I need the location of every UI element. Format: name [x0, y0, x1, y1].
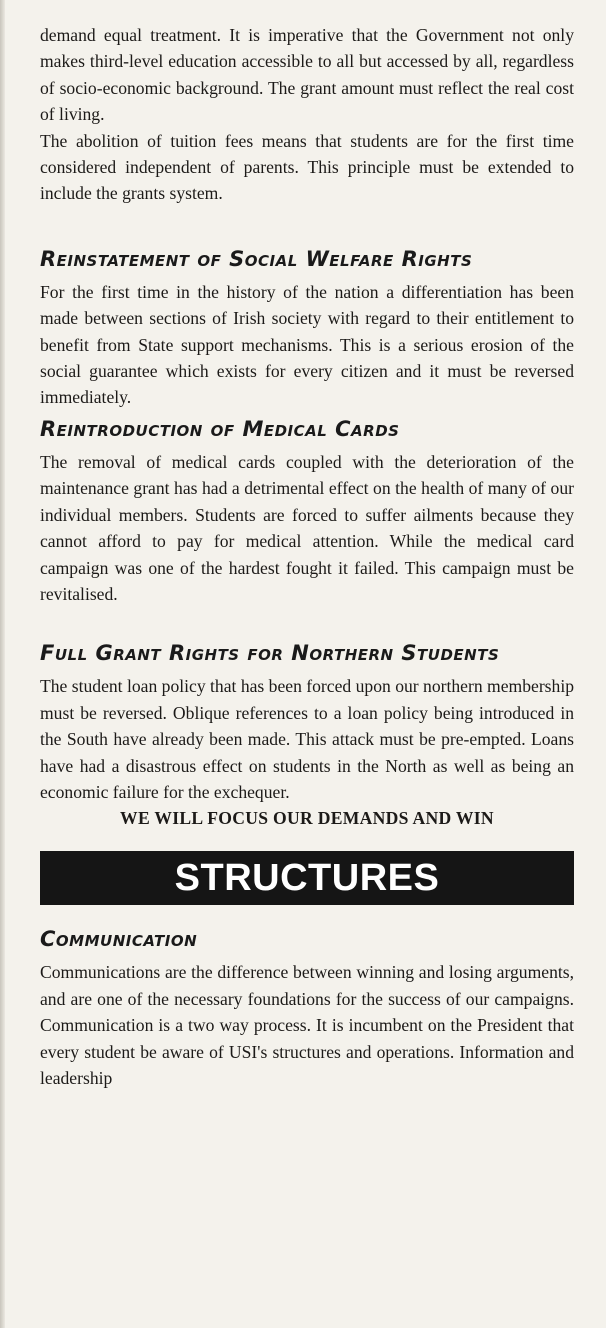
heading-social-welfare: Reinstatement of Social Welfare Rights — [40, 246, 473, 271]
social-welfare-paragraph: For the first time in the history of the nation a differentiation has been made between sections of Irish society with regard to their entitlement to benefit from State support mechanisms. This is a serious erosion of the social guarantee which exists for every citizen and it must be reversed immediately. — [40, 281, 574, 408]
page-edge — [0, 0, 5, 1328]
heading-northern-students: Full Grant Rights for Northern Students — [40, 641, 500, 666]
communication-paragraph: Communications are the difference between winning and losing arguments, and are one of the necessary foundations for the success of our campaigns. Communication is a two way process. It is incumbent on the President that every student be aware of USI's structures and operations. Information and leadership — [40, 962, 574, 1088]
heading-communication: Communication — [40, 927, 198, 952]
intro-paragraph-2: The abolition of tuition fees means that students are for the first time considered independent of parents. This principle must be extended to include the grants system. — [40, 130, 574, 204]
intro-paragraph-1: demand equal treatment. It is imperative that the Government not only makes third-level education accessible to all but accessed by all, regardless of socio-economic background. The grant amount must reflect the real cost of living. — [40, 25, 574, 125]
medical-cards-paragraph: The removal of medical cards coupled with the deterioration of the maintenance grant has had a detrimental effect on the health of many of our individual members. Students are forced to suffer ailments because they cannot afford to pay for medical attention. While the medical card campaign was one of the hardest fought it failed. This campaign must be revitalised. — [40, 451, 574, 604]
slogan: WE WILL FOCUS OUR DEMANDS AND WIN — [120, 808, 494, 829]
page-content — [40, 22, 574, 1091]
structures-banner: STRUCTURES — [40, 851, 574, 905]
heading-medical-cards: Reintroduction of Medical Cards — [40, 416, 400, 441]
northern-students-paragraph: The student loan policy that has been forced upon our northern membership must be reversed. Oblique references to a loan policy being introduced in the South have already been made. This attack must be pre-empted. Loans have had a disastrous effect on students in the North as well as being an economic failure for the exchequer. — [40, 676, 575, 802]
